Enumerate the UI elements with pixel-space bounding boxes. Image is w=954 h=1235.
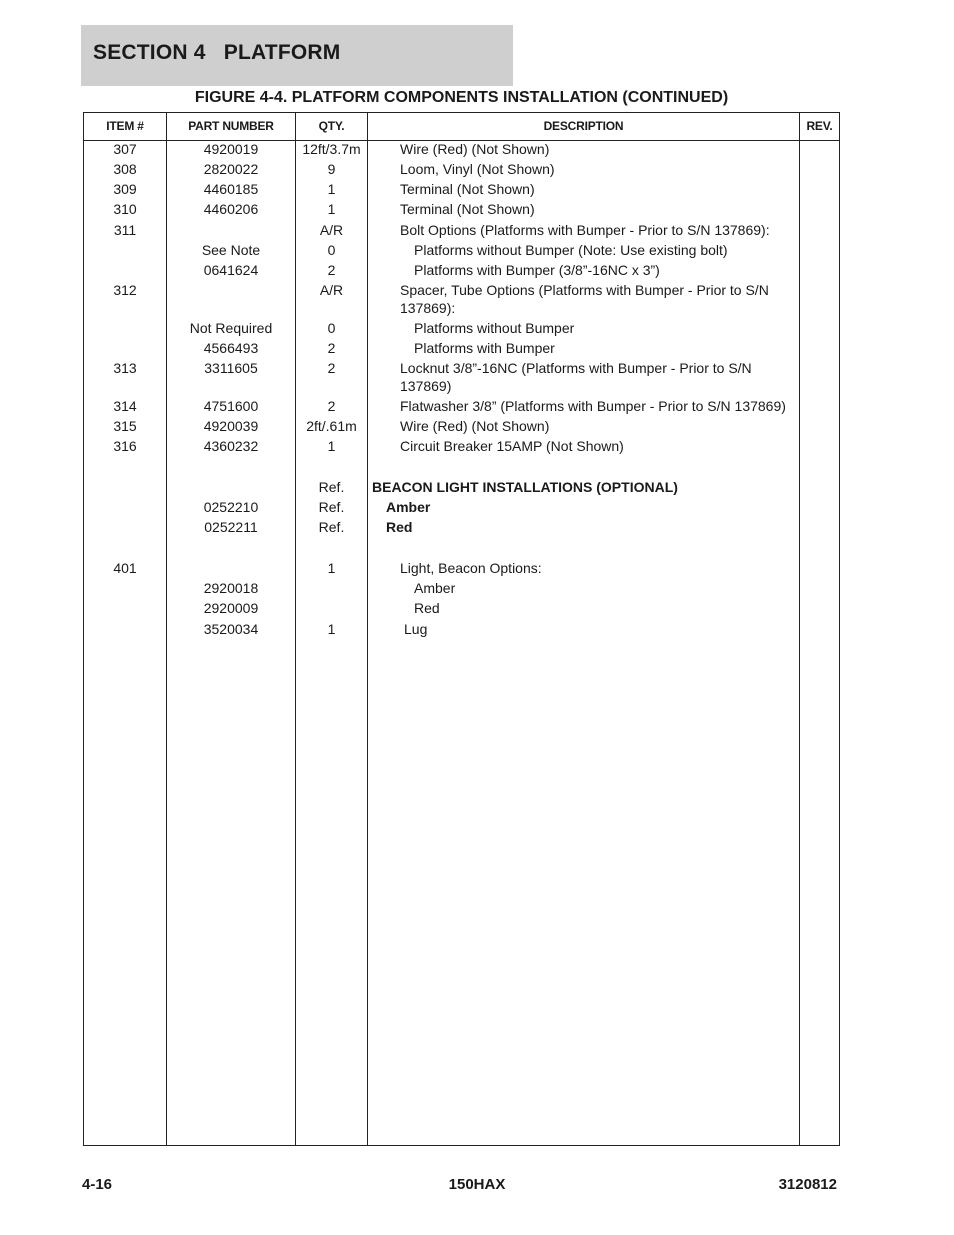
column-divider bbox=[367, 113, 368, 1145]
qty-cell: 1 bbox=[327, 621, 336, 637]
part-number-cell: 0252211 bbox=[204, 519, 258, 535]
item-cell: 310 bbox=[113, 201, 137, 217]
part-number-cell: 0252210 bbox=[203, 499, 259, 515]
item-cell: 311 bbox=[113, 222, 137, 238]
description-cell: Red bbox=[414, 600, 440, 616]
description-cell: Terminal (Not Shown) bbox=[400, 181, 535, 197]
document-number: 3120812 bbox=[778, 1176, 837, 1193]
qty-cell: Ref. bbox=[318, 519, 345, 535]
qty-cell: Ref. bbox=[318, 479, 345, 495]
description-cell: Lug bbox=[404, 621, 428, 637]
part-number-cell: 2920009 bbox=[203, 600, 259, 616]
qty-cell: 2 bbox=[327, 398, 336, 414]
part-number-cell: 2920018 bbox=[203, 580, 259, 596]
part-number-cell: 4360232 bbox=[203, 438, 259, 454]
description-cell: Circuit Breaker 15AMP (Not Shown) bbox=[400, 438, 624, 454]
item-cell: 401 bbox=[113, 560, 137, 576]
column-header-item: ITEM # bbox=[106, 119, 144, 133]
description-cell: Platforms without Bumper (Note: Use existing bolt) bbox=[414, 242, 728, 258]
qty-cell: A/R bbox=[319, 222, 344, 238]
part-number-cell: 4751600 bbox=[203, 398, 259, 414]
qty-cell: 0 bbox=[327, 320, 336, 336]
part-number-cell: 4460206 bbox=[203, 201, 259, 217]
part-number-cell: Not Required bbox=[189, 320, 273, 336]
description-cell: Light, Beacon Options: bbox=[400, 560, 542, 576]
section-title: SECTION 4 PLATFORM bbox=[93, 41, 341, 64]
figure-title: FIGURE 4-4. PLATFORM COMPONENTS INSTALLATION (CONTINUED) bbox=[194, 89, 729, 106]
qty-cell: Ref. bbox=[318, 499, 345, 515]
part-number-cell: See Note bbox=[201, 242, 261, 258]
description-cell: Red bbox=[386, 519, 413, 535]
qty-cell: 1 bbox=[327, 181, 336, 197]
qty-cell: 12ft/3.7m bbox=[302, 141, 361, 157]
part-number-cell: 3311605 bbox=[204, 360, 258, 376]
description-cell: Flatwasher 3/8” (Platforms with Bumper - Prior to S/N 137869) bbox=[400, 398, 786, 414]
part-number-cell: 4566493 bbox=[203, 340, 259, 356]
column-header-rev: REV. bbox=[806, 119, 833, 133]
qty-cell: 9 bbox=[327, 161, 336, 177]
description-cell: Spacer, Tube Options (Platforms with Bumper - Prior to S/N 137869): bbox=[400, 282, 769, 316]
description-cell: Platforms with Bumper bbox=[414, 340, 555, 356]
qty-cell: A/R bbox=[319, 282, 344, 298]
description-cell: Bolt Options (Platforms with Bumper - Prior to S/N 137869): bbox=[400, 222, 770, 238]
item-cell: 314 bbox=[113, 398, 137, 414]
description-cell: Wire (Red) (Not Shown) bbox=[400, 141, 550, 157]
item-cell: 313 bbox=[113, 360, 137, 376]
part-number-cell: 4920039 bbox=[203, 418, 259, 434]
qty-cell: 0 bbox=[327, 242, 336, 258]
qty-cell: 2 bbox=[327, 262, 336, 278]
qty-cell: 2 bbox=[327, 340, 336, 356]
part-number-cell: 4460185 bbox=[203, 181, 259, 197]
part-number-cell: 2820022 bbox=[203, 161, 259, 177]
qty-cell: 1 bbox=[327, 560, 336, 576]
description-cell: Loom, Vinyl (Not Shown) bbox=[400, 161, 555, 177]
description-cell: Locknut 3/8”-16NC (Platforms with Bumper - Prior to S/N 137869) bbox=[400, 360, 752, 394]
column-header-description: DESCRIPTION bbox=[543, 119, 624, 133]
description-cell: Platforms without Bumper bbox=[414, 320, 575, 336]
item-cell: 308 bbox=[113, 161, 137, 177]
model-name: 150HAX bbox=[448, 1176, 506, 1193]
description-cell: Platforms with Bumper (3/8”-16NC x 3”) bbox=[414, 262, 660, 278]
description-cell: Wire (Red) (Not Shown) bbox=[400, 418, 550, 434]
section-header-band bbox=[81, 25, 513, 86]
qty-cell: 2ft/.61m bbox=[306, 418, 357, 434]
description-cell: Terminal (Not Shown) bbox=[400, 201, 535, 217]
item-cell: 307 bbox=[113, 141, 137, 157]
item-cell: 309 bbox=[113, 181, 137, 197]
part-number-cell: 4920019 bbox=[203, 141, 259, 157]
qty-cell: 1 bbox=[327, 438, 336, 454]
item-cell: 312 bbox=[113, 282, 137, 298]
part-number-cell: 3520034 bbox=[203, 621, 259, 637]
item-cell: 315 bbox=[113, 418, 137, 434]
qty-cell: 2 bbox=[327, 360, 336, 376]
qty-cell: 1 bbox=[327, 201, 336, 217]
description-cell: BEACON LIGHT INSTALLATIONS (OPTIONAL) bbox=[372, 479, 678, 495]
item-cell: 316 bbox=[113, 438, 137, 454]
parts-table bbox=[83, 112, 840, 1146]
column-header-qty: QTY. bbox=[318, 119, 345, 133]
description-cell: Amber bbox=[414, 580, 456, 596]
part-number-cell: 0641624 bbox=[203, 262, 259, 278]
column-header-part-number: PART NUMBER bbox=[188, 119, 274, 133]
page-number: 4-16 bbox=[82, 1176, 113, 1193]
description-cell: Amber bbox=[386, 499, 431, 515]
